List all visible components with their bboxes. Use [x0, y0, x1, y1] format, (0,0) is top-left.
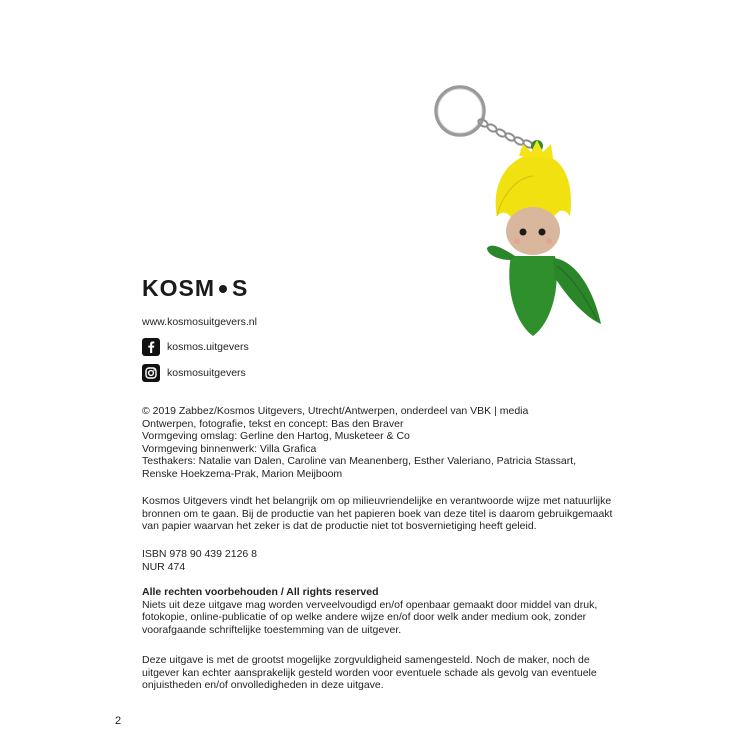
rights-heading: Alle rechten voorbehouden / All rights reserved: [142, 586, 379, 598]
credits-line: Renske Hoekzema-Prak, Marion Meijboom: [142, 467, 343, 480]
logo-dot-icon: [219, 285, 227, 293]
page-number: 2: [115, 715, 122, 727]
rights-block: [142, 586, 612, 636]
key-ring: [436, 87, 484, 135]
credits-block: [142, 405, 612, 480]
paragraph-line: van papier waarvan het zeker is dat de productie niet tot bosvernietiging heeft geleid.: [142, 520, 537, 532]
paragraph-line: bronnen om te gaan. Bij de productie van het papieren boek van deze titel is daarom gebruikgemaakt: [142, 507, 613, 520]
instagram-handle: kosmosuitgevers: [167, 367, 246, 379]
disclaimer-line: Deze uitgave is met de grootst mogelijke zorgvuldigheid samengesteld. Noch de maker, noch de: [142, 654, 590, 666]
instagram-link[interactable]: [142, 364, 246, 382]
rights-line: Niets uit deze uitgave mag worden verveelvoudigd en/of openbaar gemaakt door middel van druk,: [142, 598, 598, 611]
rights-line: voorafgaande schriftelijke toestemming van de uitgever.: [142, 623, 402, 636]
credits-line: Vormgeving omslag: Gerline den Hartog, Musketeer & Co: [142, 430, 410, 442]
credits-line: Ontwerpen, fotografie, tekst en concept: Bas den Braver: [142, 417, 404, 430]
environment-paragraph: [142, 495, 612, 533]
credits-line: Vormgeving binnenwerk: Villa Grafica: [142, 442, 317, 455]
website-link[interactable]: www.kosmosuitgevers.nl: [142, 316, 257, 328]
nur-code: NUR 474: [142, 560, 186, 573]
facebook-handle: kosmos.uitgevers: [167, 341, 249, 353]
key-chain: [477, 118, 534, 149]
credits-line: © 2019 Zabbez/Kosmos Uitgevers, Utrecht/Antwerpen, onderdeel van VBK | media: [142, 405, 529, 417]
disclaimer-line: onjuistheden en/of onvolledigheden in deze uitgave.: [142, 679, 384, 691]
facebook-link[interactable]: [142, 338, 249, 356]
paragraph-line: Kosmos Uitgevers vindt het belangrijk om op milieuvriendelijke en verantwoorde wijze met natuurlijke: [142, 495, 612, 507]
doll-left-arm: [487, 246, 515, 260]
credits-line: Testhakers: Natalie van Dalen, Caroline van Meanenberg, Esther Valeriano, Patricia Stassart,: [142, 455, 577, 467]
rights-line: fotokopie, online-publicatie of op welke andere wijze en/of door welk ander medium ook, zonder: [142, 611, 587, 623]
isbn: ISBN 978 90 439 2126 8: [142, 548, 258, 560]
crochet-keychain-doll-image: [425, 78, 625, 348]
logo-text-part1: KOSM: [142, 275, 215, 301]
doll-face: [506, 207, 560, 255]
instagram-icon: [142, 364, 160, 382]
logo-text-part2: S: [232, 275, 249, 301]
disclaimer-block: [142, 654, 612, 692]
identifiers-block: [142, 548, 612, 573]
publisher-logo: [142, 277, 248, 300]
facebook-icon: [142, 338, 160, 356]
disclaimer-line: uitgever kan echter aansprakelijk gesteld worden voor eventuele schade als gevolg van eventuele: [142, 666, 597, 679]
doll-body: [509, 256, 556, 336]
